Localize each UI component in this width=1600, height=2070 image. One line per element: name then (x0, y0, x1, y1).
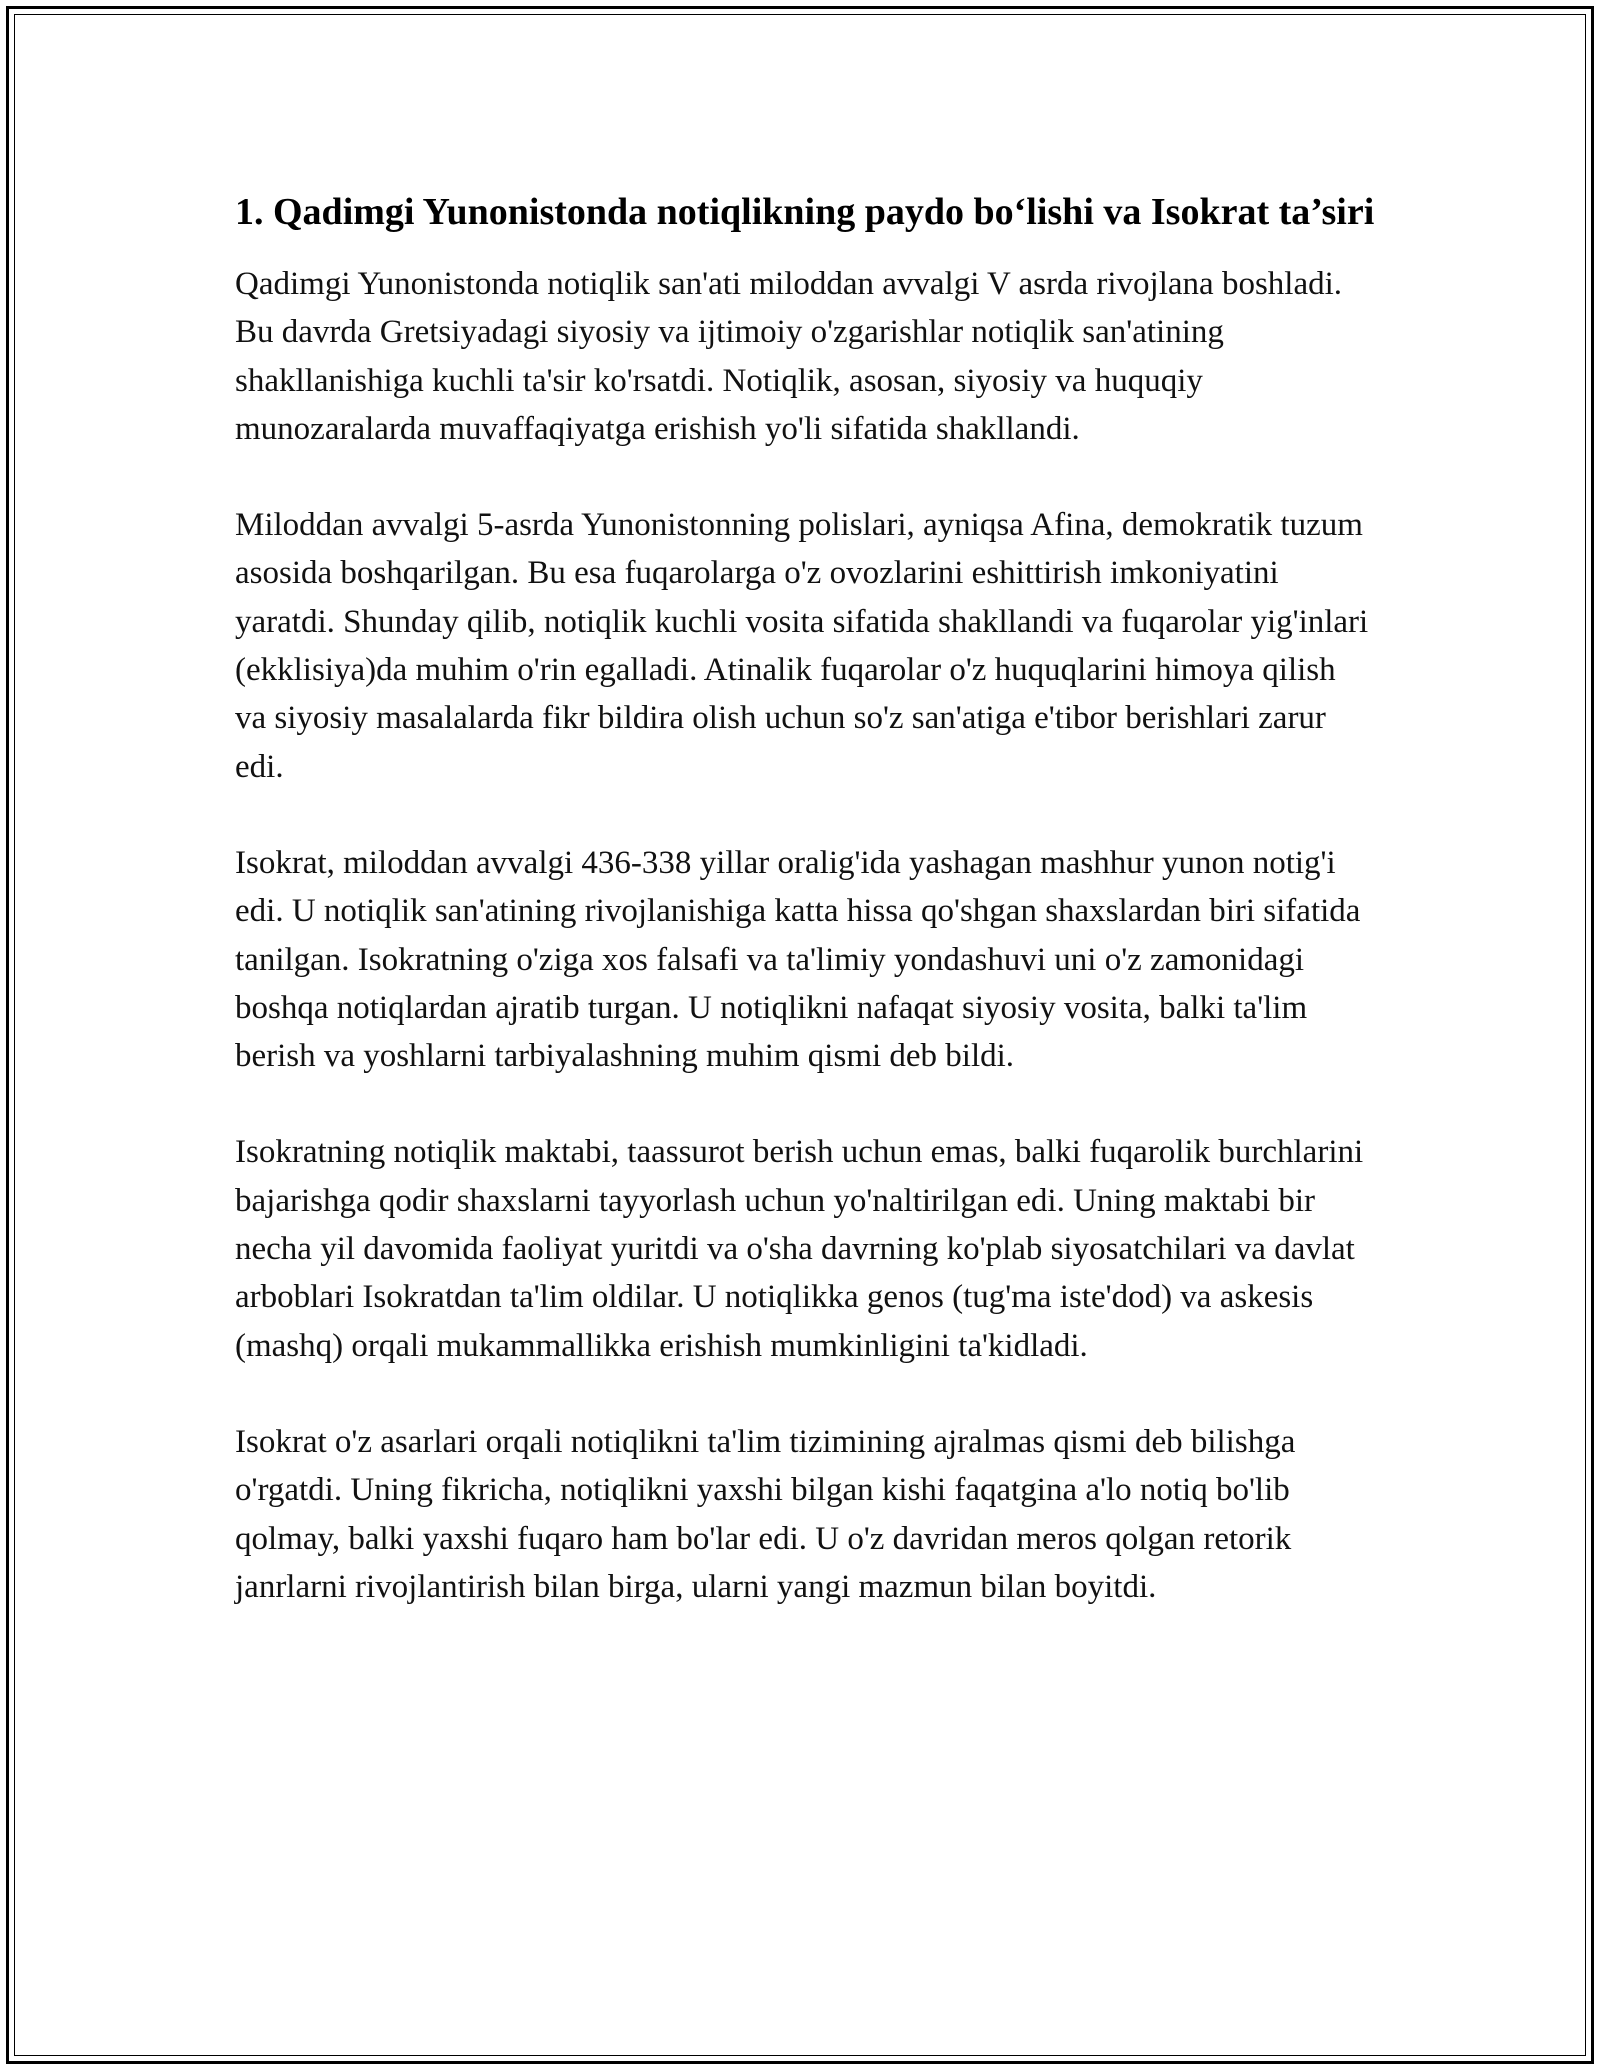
paragraph-5: Isokrat o'z asarlari orqali notiqlikni ta'lim tizimining ajralmas qismi deb bilishga o'rgatdi. Uning fikricha, notiqlikni yaxshi bilgan kishi faqatgina a'lo notiq bo'lib qolmay, balki yaxshi fuqaro ham bo'lar edi. U o'z davridan meros qolgan retorik janrlarni rivojlantirish bilan birga, ularni yangi mazmun bilan boyitdi. (235, 1423, 1296, 1605)
paragraph-4: Isokratning notiqlik maktabi, taassurot berish uchun emas, balki fuqarolik burchlarini bajarishga qodir shaxslarni tayyorlash uchun yo'naltirilgan edi. Uning maktabi bir necha yil davomida faoliyat yuritdi va o'sha davrning ko'plab siyosatchilari va davlat arboblari Isokratdan ta'lim oldilar. U notiqlikka genos (tug'ma iste'dod) va askesis (mashq) orqali mukammallikka erishish mumkinligini ta'kidladi. (235, 1134, 1364, 1364)
page-title: 1. Qadimgi Yunonistonda notiqlikning paydo bo‘lishi va Isokrat ta’siri (235, 191, 1375, 233)
paragraph-2: Miloddan avvalgi 5-asrda Yunonistonning polislari, ayniqsa Afina, demokratik tuzum asosida boshqarilgan. Bu esa fuqarolarga o'z ovozlarini eshittirish imkoniyatini yaratdi. Shunday qilib, notiqlik kuchli vosita sifatida shakllandi va fuqarolar yig'inlari (ekklisiya)da muhim o'rin egalladi. Atinalik fuqarolar o'z huquqlarini himoya qilish va siyosiy masalalarda fikr bildira olish uchun so'z san'atiga e'tibor berishlari zarur edi. (235, 507, 1369, 785)
paragraph-1: Qadimgi Yunonistonda notiqlik san'ati miloddan avvalgi V asrda rivojlana boshladi. Bu davrda Gretsiyadagi siyosiy va ijtimoiy o'zgarishlar notiqlik san'atining shakllanishiga kuchli ta'sir ko'rsatdi. Notiqlik, asosan, siyosiy va huquqiy munozaralarda muvaffaqiyatga erishish yo'li sifatida shakllandi. (235, 266, 1343, 447)
paragraph-3: Isokrat, miloddan avvalgi 436-338 yillar oralig'ida yashagan mashhur yunon notig'i edi. U notiqlik san'atining rivojlanishiga katta hissa qo'shgan shaxslardan biri sifatida tanilgan. Isokratning o'ziga xos falsafi va ta'limiy yondashuvi uni o'z zamonidagi boshqa notiqlardan ajratib turgan. U notiqlikni nafaqat siyosiy vosita, balki ta'lim berish va yoshlarni tarbiyalashning muhim qismi deb bildi. (235, 844, 1361, 1075)
document-body (235, 185, 1375, 1659)
